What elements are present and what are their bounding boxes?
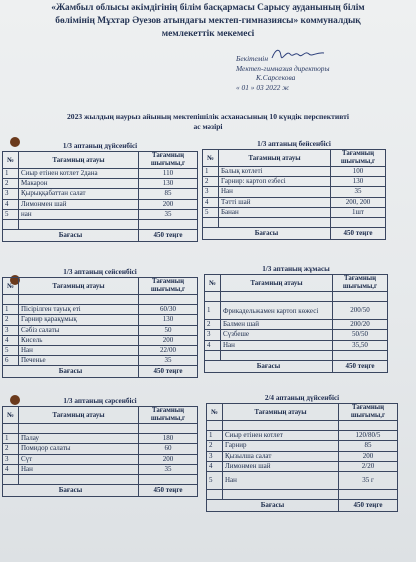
table-row: 4 Лимонмен шай 2/20 — [207, 461, 398, 471]
table-row — [3, 219, 198, 229]
day-wednesday-block — [2, 397, 198, 497]
table-row — [3, 424, 198, 434]
menu-title — [40, 112, 376, 131]
col-name: Тағамның атауы — [19, 152, 139, 169]
table-row: 3 Қырыққабаттан салат 85 — [3, 189, 198, 199]
day-caption: 2/4 аптаның дүйсенбісі — [264, 394, 340, 402]
total-row: Бағасы 450 теңге — [205, 360, 388, 372]
col-name: Тағамның атауы — [221, 275, 333, 292]
table-row: 2 Макарон 130 — [3, 179, 198, 189]
table-row: 4 Нан 35 — [3, 464, 198, 474]
day-menu-table — [2, 151, 198, 242]
table-row — [205, 350, 388, 360]
approval-stamp — [236, 54, 356, 92]
total-row: Бағасы 450 теңге — [3, 366, 198, 378]
col-weight: Тағамның шығымы,г — [339, 404, 398, 421]
day-tuesday-block — [2, 268, 198, 378]
table-row: 6 Печенье 35 — [3, 356, 198, 366]
day-caption: 1/3 аптаның жұмасы — [262, 265, 330, 273]
table-row: 5 Банан 1шт — [203, 207, 386, 217]
approval-word: Бекітемін — [236, 54, 269, 63]
table-row: 3 Сүзбеше 50/50 — [205, 330, 388, 340]
total-row: Бағасы 450 теңге — [203, 228, 386, 240]
table-row: 1 Пісірілген тауық еті 60/30 — [3, 305, 198, 315]
col-num: № — [3, 407, 19, 424]
day-menu-table — [2, 406, 198, 497]
menu-title-line-1: 2023 жылдың наурыз айының мектепішілік асханасының 10 күндік перспективті — [66, 112, 350, 121]
table-row — [203, 217, 386, 227]
table-row: 3 Сүт 200 — [3, 454, 198, 464]
table-row: 1 Палау 180 — [3, 434, 198, 444]
day-monday-block — [2, 142, 198, 242]
day-caption: 1/3 аптаның бейсенбісі — [257, 140, 331, 148]
total-row: Бағасы 450 теңге — [3, 230, 198, 242]
col-weight: Тағамның шығымы,г — [139, 152, 198, 169]
col-weight: Тағамның шығымы,г — [331, 150, 386, 167]
day-caption: 1/3 аптаның сәрсенбісі — [63, 397, 137, 405]
col-num: № — [3, 152, 19, 169]
day-menu-table — [2, 277, 198, 378]
table-row: 5 Нан 22/00 — [3, 345, 198, 355]
table-row: 2 Гарнир 85 — [207, 441, 398, 451]
col-name: Тағамның атауы — [219, 150, 331, 167]
table-row: 2 Гарнир: картоп езбесі 130 — [203, 177, 386, 187]
table-row: 1 Фрикадельжамен картоп көжесі 200/50 — [205, 302, 388, 320]
day-thursday-block — [202, 140, 386, 240]
header-line-3: мемлекеттік мекемесі — [161, 29, 255, 39]
table-row: 2 Помидор салаты 60 — [3, 444, 198, 454]
table-row: 1 Сиыр етінен котлет 2дана 110 — [3, 169, 198, 179]
table-row: 4 Нан 35,50 — [205, 340, 388, 350]
header-line-2: бөлімінің Мұхтар Әуезов атындағы мектеп-гимназиясы» коммуналдық — [55, 16, 361, 26]
table-row — [205, 292, 388, 302]
day-friday-block — [204, 265, 388, 373]
approval-position: Мектеп-гимназия директоры — [236, 63, 330, 73]
day-menu-table — [204, 274, 388, 373]
total-row: Бағасы 450 теңге — [207, 500, 398, 512]
header-line-1: «Жамбыл облысы әкімдігінің білім басқармасы Сарысу ауданының білім — [51, 3, 365, 13]
school-header — [8, 2, 408, 41]
total-row: Бағасы 450 теңге — [3, 485, 198, 497]
day-menu-table — [206, 403, 398, 512]
col-num: № — [203, 150, 219, 167]
approval-name: К.Сарсекова — [256, 73, 296, 82]
day-caption: 1/3 аптаның дүйсенбісі — [62, 142, 138, 150]
table-row — [207, 421, 398, 431]
col-name: Тағамның атауы — [223, 404, 339, 421]
table-row: 4 Лимонмен шай 200 — [3, 199, 198, 209]
table-row — [207, 489, 398, 499]
day-menu-table — [202, 149, 386, 240]
table-row: 5 нан 35 — [3, 209, 198, 219]
day-monday-week2-block — [206, 394, 398, 512]
col-num: № — [207, 404, 223, 421]
table-row: 3 Қызылша салат 200 — [207, 451, 398, 461]
table-row: 4 Тәтті шай 200, 200 — [203, 197, 386, 207]
col-name: Тағамның атауы — [19, 407, 139, 424]
table-row: 3 Нан 35 — [203, 187, 386, 197]
table-row: 2 Гарнир қарақұмық 130 — [3, 315, 198, 325]
col-weight: Тағамның шығымы,г — [139, 278, 198, 295]
table-row: 1 Балық котлеті 100 — [203, 167, 386, 177]
col-num: № — [205, 275, 221, 292]
table-row — [3, 295, 198, 305]
table-row: 4 Кисель 200 — [3, 335, 198, 345]
table-row: 3 Сәбіз салаты 50 — [3, 325, 198, 335]
menu-title-line-2: ас мәзірі — [193, 121, 223, 131]
col-num: № — [3, 278, 19, 295]
approval-date: « 01 » 03 2022 ж — [236, 82, 290, 92]
day-caption: 1/3 аптаның сейсенбісі — [63, 268, 137, 276]
table-row: 2 Балмен шай 200/20 — [205, 320, 388, 330]
table-row — [3, 474, 198, 484]
col-weight: Тағамның шығымы,г — [139, 407, 198, 424]
table-row: 1 Сиыр етінен котлет 120/80/5 — [207, 431, 398, 441]
col-name: Тағамның атауы — [19, 278, 139, 295]
col-weight: Тағамның шығымы,г — [333, 275, 388, 292]
table-row: 5 Нан 35 г — [207, 471, 398, 489]
